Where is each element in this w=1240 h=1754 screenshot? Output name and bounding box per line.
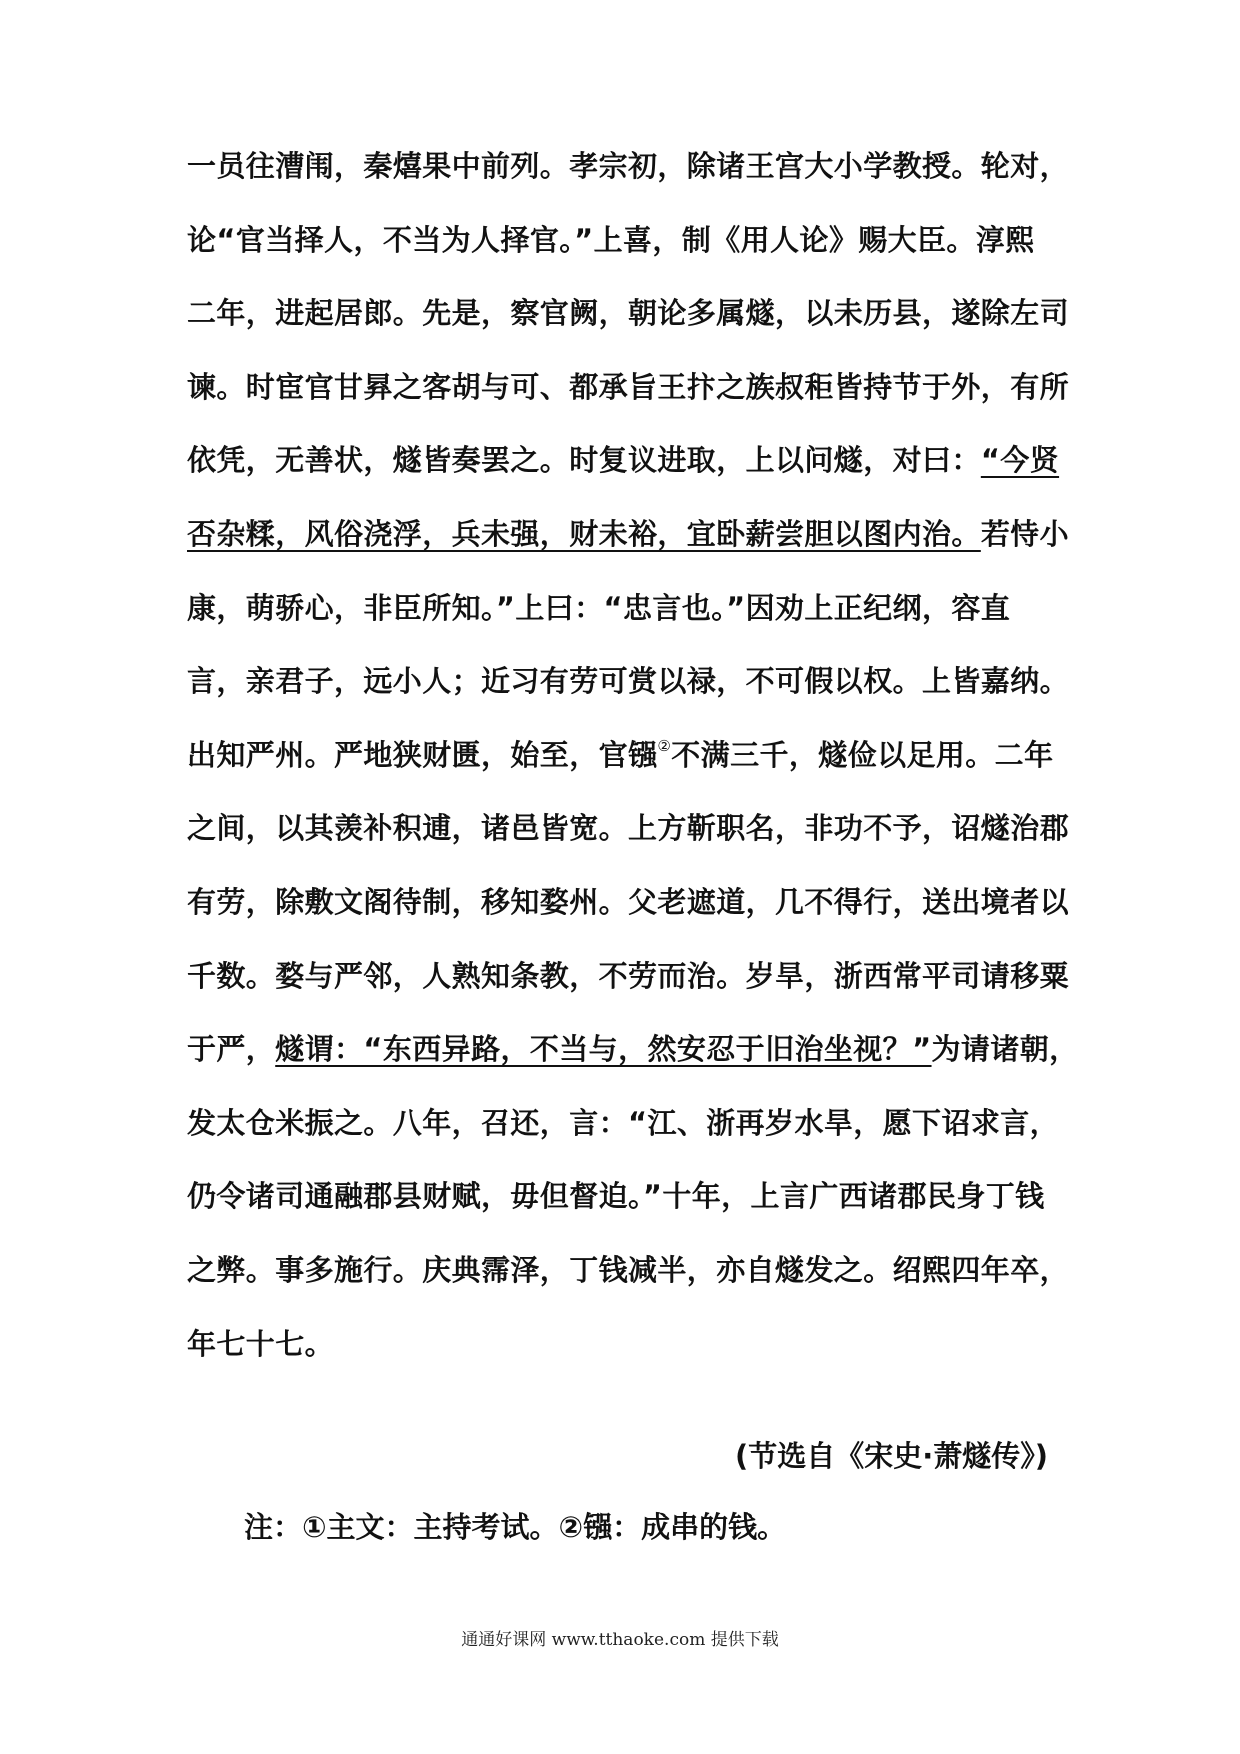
- footnote-marker: ②: [657, 736, 672, 755]
- text-segment: 之弊。事多施行。庆典霈泽，丁钱减半，亦自燧发之。绍熙四年卒，: [187, 1252, 1070, 1287]
- footer-watermark-text: 通通好课网 www.tthaoke.com 提供下载: [461, 1630, 779, 1650]
- passage-line: [187, 940, 1070, 1014]
- text-segment: 二年，进起居郎。先是，察官阙，朝论多属燧，以未历县，遂除左司: [187, 296, 1070, 331]
- text-segment: 不满三千，燧俭以足用。二年: [671, 737, 1054, 772]
- passage-line: [187, 204, 1057, 278]
- passage-line: [187, 572, 1057, 646]
- passage-line: [187, 498, 1070, 572]
- text-segment: 康，萌骄心，非臣所知。”上曰：“忠言也。”因劝上正纪纲，容直: [187, 590, 1011, 625]
- underlined-segment: “今贤: [980, 443, 1060, 478]
- text-segment: 为请诸朝，: [931, 1032, 1079, 1067]
- passage-line: [187, 1160, 1057, 1234]
- annotation-note: 注：①主文：主持考试。②镪：成串的钱。: [244, 1510, 787, 1544]
- underlined-segment: 否杂糅，风俗浇浮，兵未强，财未裕，宜卧薪尝胆以图内治。: [187, 516, 981, 551]
- source-citation: (节选自《宋史·萧燧传》): [734, 1439, 1048, 1473]
- passage-line: [187, 866, 1070, 940]
- passage-line: [187, 719, 1057, 793]
- passage-line: [187, 1234, 1070, 1308]
- passage-line: [187, 277, 1070, 351]
- passage-line: [187, 1308, 1057, 1382]
- text-segment: 若恃小: [980, 516, 1070, 551]
- text-segment: 之间，以其羡补积逋，诸邑皆宽。上方靳职名，非功不予，诏燧治郡: [187, 811, 1070, 846]
- text-segment: 依凭，无善状，燧皆奏罢之。时复议进取，上以问燧，对曰：: [187, 443, 981, 478]
- text-segment: 出知严州。严地狭财匮，始至，官镪: [187, 737, 658, 772]
- text-segment: 发太仓米振之。八年，召还，言：“江、浙再岁水旱，愿下诏求言，: [187, 1105, 1060, 1140]
- underlined-segment: 燧谓：“东西异路，不当与，然安忍于旧治坐视？”: [275, 1032, 932, 1067]
- passage-line: [187, 1013, 1079, 1087]
- passage-line: [187, 424, 1060, 498]
- passage-line: [187, 1087, 1060, 1161]
- text-segment: 言，亲君子，远小人；近习有劳可赏以禄，不可假以权。上皆嘉纳。: [187, 664, 1070, 699]
- text-segment: 一员往漕闱，秦熺果中前列。孝宗初，除诸王宫大小学教授。轮对，: [187, 149, 1070, 183]
- passage-line: [187, 130, 1070, 204]
- text-segment: 仍令诸司通融郡县财赋，毋但督迫。”十年，上言广西诸郡民身丁钱: [187, 1179, 1045, 1214]
- text-segment: 论“官当择人，不当为人择官。”上喜，制《用人论》赐大臣。淳熙: [187, 222, 1035, 257]
- text-segment: 有劳，除敷文阁待制，移知婺州。父老遮道，几不得行，送出境者以: [187, 884, 1070, 919]
- passage-line: [187, 351, 1070, 425]
- text-segment: 千数。婺与严邻，人熟知条教，不劳而治。岁旱，浙西常平司请移粟: [187, 958, 1070, 993]
- passage-body: [187, 130, 1079, 1381]
- text-segment: 年七十七。: [187, 1326, 335, 1361]
- passage-line: [187, 645, 1070, 719]
- passage-line: [187, 792, 1070, 866]
- text-segment: 谏。时宦官甘昪之客胡与可、都承旨王抃之族叔秬皆持节于外，有所: [187, 369, 1070, 404]
- text-segment: 于严，: [187, 1032, 276, 1067]
